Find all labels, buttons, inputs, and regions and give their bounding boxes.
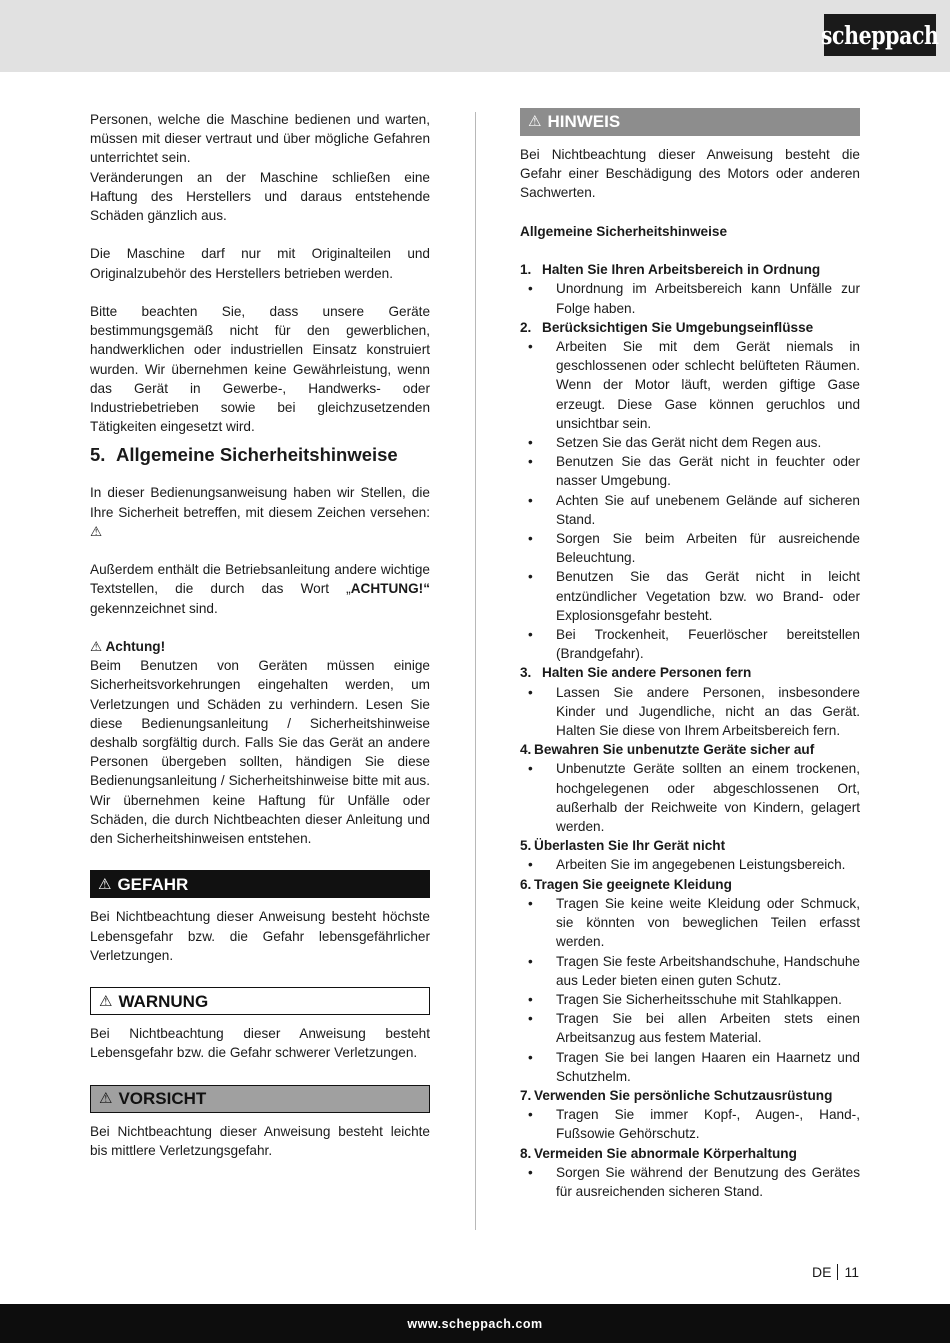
bullet-dot-icon: • bbox=[528, 281, 533, 297]
safety-item bbox=[520, 260, 860, 318]
right-column bbox=[520, 110, 860, 1201]
bullet-dot-icon: • bbox=[528, 531, 533, 547]
bullet-item: • Lassen Sie andere Personen, insbesondere Kinder und Jugendliche, nicht an das Gerät. Halten Sie diese von Ihrem Arbeitsbereich fern. bbox=[520, 683, 860, 741]
safety-item bbox=[520, 836, 860, 874]
bullet-dot-icon: • bbox=[528, 435, 533, 451]
safety-item bbox=[520, 663, 860, 740]
bullet-dot-icon: • bbox=[528, 627, 533, 643]
safety-item-heading: 3. Halten Sie andere Personen fern bbox=[520, 665, 752, 681]
bullet-item: • Sorgen Sie während der Benutzung des Gerätes für ausreichenden sicheren Stand. bbox=[520, 1163, 860, 1201]
achtung-text: Beim Benutzen von Geräten müssen einige Sicherheitsvorkehrungen eingehalten werden, um Verletzungen und Schäden zu verhindern. Lesen Sie diese Bedienungsanleitung / Sicherheitshinweise deshalb sorgfältig durch. Falls Sie das Gerät an andere Personen übergeben sollten, händigen Sie diese Bedienungsanleitung / Sicherheitshinweise bitte mit aus. Wir übernehmen keine Haftung für Unfälle oder Schäden, die durch Nichtbeachten dieser Anleitung und den Sicherheitshinweisen entstehen. bbox=[90, 658, 430, 847]
bullet-dot-icon: • bbox=[528, 895, 533, 911]
bullet-dot-icon: • bbox=[528, 684, 533, 700]
bullet-item: • Arbeiten Sie im angegebenen Leistungsbereich. bbox=[520, 855, 860, 874]
safety-item bbox=[520, 740, 860, 836]
safety-item-heading: 8. Vermeiden Sie abnormale Körperhaltung bbox=[520, 1145, 797, 1161]
gefahr-label-box: ⚠ GEFAHR bbox=[90, 870, 430, 898]
warning-triangle-icon: ⚠ bbox=[98, 875, 112, 893]
vorsicht-text: Bei Nichtbeachtung dieser Anweisung besteht leichte bis mittlere Verletzungsgefahr. bbox=[90, 1123, 430, 1159]
safety-item-heading: 1. Halten Sie Ihren Arbeitsbereich in Ordnung bbox=[520, 262, 821, 278]
subheading-sicherheitshinweise: Allgemeine Sicherheitshinweise bbox=[520, 223, 727, 239]
bullet-item: • Tragen Sie bei langen Haaren ein Haarnetz und Schutzhelm. bbox=[520, 1048, 860, 1086]
warning-triangle-icon: ⚠ bbox=[99, 1090, 113, 1108]
bullet-item: • Setzen Sie das Gerät nicht dem Regen aus. bbox=[520, 433, 860, 452]
bullet-dot-icon: • bbox=[528, 1049, 533, 1065]
bullet-item: • Tragen Sie immer Kopf-, Augen-, Hand-, Fußsowie Gehörschutz. bbox=[520, 1105, 860, 1143]
bullet-dot-icon: • bbox=[528, 1164, 533, 1180]
safety-item bbox=[520, 875, 860, 1086]
column-divider bbox=[475, 112, 476, 1230]
bullet-item: • Benutzen Sie das Gerät nicht in feuchter oder nasser Umgebung. bbox=[520, 452, 860, 490]
safety-item bbox=[520, 1086, 860, 1144]
paragraph-personen: Personen, welche die Maschine bedienen und warten, müssen mit dieser vertraut und über mögliche Gefahren unterrichtet sein. bbox=[90, 112, 430, 166]
bullet-dot-icon: • bbox=[528, 339, 533, 354]
left-column bbox=[90, 110, 430, 1160]
footer-bar bbox=[0, 1304, 950, 1343]
bullet-dot-icon: • bbox=[528, 492, 533, 508]
bullet-item: • Tragen Sie keine weite Kleidung oder Schmuck, sie könnten von beweglichen Teilen erfasst werden. bbox=[520, 894, 860, 952]
bullet-dot-icon: • bbox=[528, 991, 533, 1007]
bullet-dot-icon: • bbox=[528, 569, 533, 585]
bullet-dot-icon: • bbox=[528, 454, 533, 470]
warnung-text: Bei Nichtbeachtung dieser Anweisung besteht Lebensgefahr bzw. die Gefahr schwerer Verletzungen. bbox=[90, 1026, 430, 1061]
warnung-label-box: ⚠ WARNUNG bbox=[90, 987, 430, 1015]
paragraph-gewaehrleistung: Bitte beachten Sie, dass unsere Geräte bestimmungsgemäß nicht für den gewerblichen, handwerklichen oder industriellen Einsatz konstruiert wurden. Wir übernehmen keine Gewährleistung, wenn das Gerät in Gewerbe-, Handwerks- oder Industriebetrieben sowie bei gleichzusetzenden Tätigkeiten eingesetzt wird. bbox=[90, 304, 430, 435]
bullet-dot-icon: • bbox=[528, 953, 533, 969]
bullet-dot-icon: • bbox=[528, 857, 533, 873]
safety-item-heading: 7. Verwenden Sie persönliche Schutzausrüstung bbox=[520, 1087, 833, 1103]
safety-item-heading: 6. Tragen Sie geeignete Kleidung bbox=[520, 876, 732, 892]
paragraph-veraenderungen: Veränderungen an der Maschine schließen eine Haftung des Herstellers und daraus entstehende Schäden gänzlich aus. bbox=[90, 169, 430, 224]
safety-item bbox=[520, 318, 860, 664]
paragraph-originalteile: Die Maschine darf nur mit Originalteilen und Originalzubehör des Herstellers betrieben werden. bbox=[90, 246, 430, 281]
safety-items-list bbox=[520, 260, 860, 1201]
bullet-item: • Unordnung im Arbeitsbereich kann Unfälle zur Folge haben. bbox=[520, 279, 860, 317]
page-number: DE 11 bbox=[812, 1264, 859, 1280]
safety-item-heading: 5. Überlasten Sie Ihr Gerät nicht bbox=[520, 838, 726, 854]
bullet-dot-icon: • bbox=[528, 1011, 533, 1027]
paragraph-achtung-wort: Außerdem enthält die Betriebsanleitung andere wichtige Textstellen, die durch das Wort „ACHTUNG!“ gekennzeichnet sind. bbox=[90, 562, 430, 616]
bullet-item: • Sorgen Sie beim Arbeiten für ausreichende Beleuchtung. bbox=[520, 529, 860, 567]
hinweis-label-box: ⚠ HINWEIS bbox=[520, 108, 860, 136]
bullet-item: • Unbenutzte Geräte sollten an einem trockenen, hochgelegenen oder abgeschlossenen Ort, außerhalb der Reichweite von Kindern, gelagert werden. bbox=[520, 759, 860, 836]
achtung-title: ⚠ Achtung! bbox=[90, 639, 166, 655]
vorsicht-label-box: ⚠ VORSICHT bbox=[90, 1085, 430, 1113]
paragraph-zeichen: In dieser Bedienungsanweisung haben wir Stellen, die Ihre Sicherheit betreffen, mit diesem Zeichen versehen: ⚠ bbox=[90, 485, 430, 539]
bullet-item: • Tragen Sie feste Arbeitshandschuhe, Handschuhe aus Leder bieten einen guten Schutz. bbox=[520, 952, 860, 990]
bullet-item: • Arbeiten Sie mit dem Gerät niemals in geschlossenen oder schlecht belüfteten Räumen. Wenn der Motor läuft, werden giftige Gase erzeugt. Diese Gase können geruchlos und unsichtbar sein. bbox=[520, 337, 860, 433]
hinweis-text: Bei Nichtbeachtung dieser Anweisung besteht die Gefahr einer Beschädigung des Motors oder anderen Sachwerten. bbox=[520, 147, 860, 201]
gefahr-text: Bei Nichtbeachtung dieser Anweisung besteht höchste Lebensgefahr bzw. die Gefahr lebensgefährlicher Verletzungen. bbox=[90, 909, 430, 963]
bullet-item: • Bei Trockenheit, Feuerlöscher bereitstellen (Brandgefahr). bbox=[520, 625, 860, 663]
warning-triangle-icon: ⚠ bbox=[528, 113, 542, 131]
warning-triangle-icon: ⚠ bbox=[99, 992, 113, 1010]
bullet-item: • Tragen Sie bei allen Arbeiten stets einen Arbeitsanzug aus festem Material. bbox=[520, 1009, 860, 1047]
bullet-dot-icon: • bbox=[528, 761, 533, 777]
bullet-item: • Achten Sie auf unebenem Gelände auf sicheren Stand. bbox=[520, 491, 860, 529]
section-heading: 5. Allgemeine Sicherheitshinweise bbox=[90, 444, 398, 466]
website-url: www.scheppach.com bbox=[407, 1316, 543, 1331]
header-bar bbox=[0, 0, 950, 72]
scheppach-logo: scheppach bbox=[824, 14, 936, 56]
bullet-dot-icon: • bbox=[528, 1107, 533, 1123]
safety-item-heading: 4. Bewahren Sie unbenutzte Geräte sicher auf bbox=[520, 742, 815, 758]
safety-item-heading: 2. Berücksichtigen Sie Umgebungseinflüsse bbox=[520, 319, 814, 335]
bullet-item: • Benutzen Sie das Gerät nicht in leicht entzündlicher Vegetation bzw. wo Brand- oder Explosionsgefahr besteht. bbox=[520, 567, 860, 625]
bullet-item: • Tragen Sie Sicherheitsschuhe mit Stahlkappen. bbox=[520, 990, 860, 1009]
safety-item bbox=[520, 1144, 860, 1202]
